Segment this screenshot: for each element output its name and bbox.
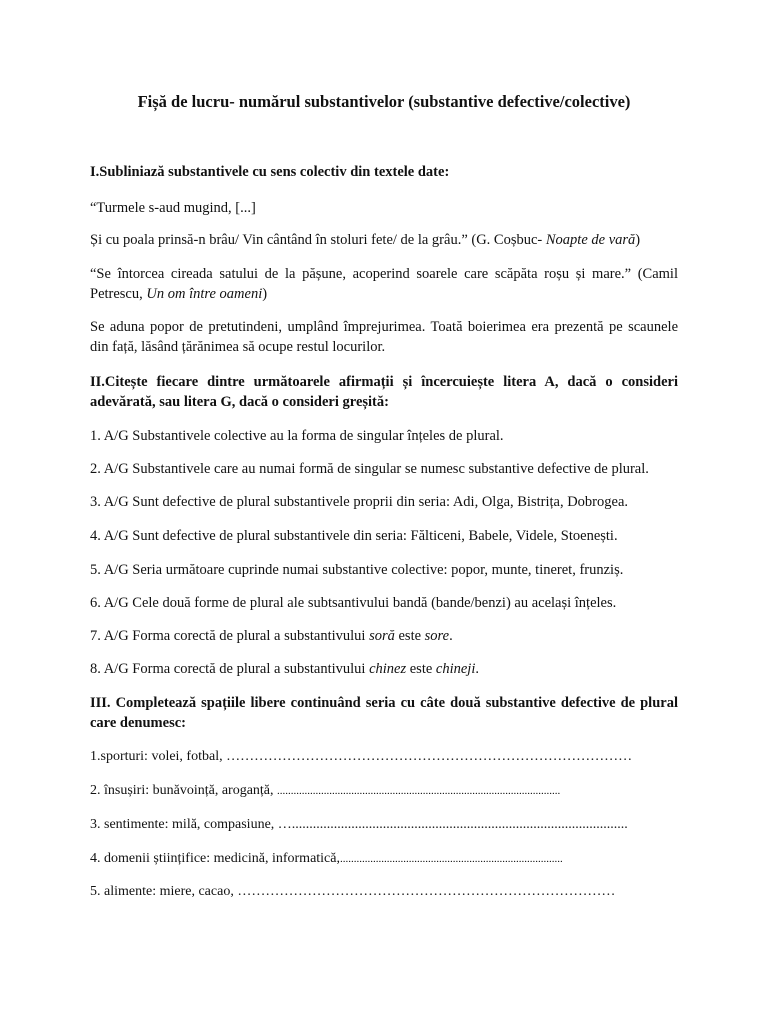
statement-5: 5. A/G Seria următoare cuprinde numai substantive colective: popor, munte, tineret, frunziș. xyxy=(90,562,624,578)
fill-line-1-text: 1.sporturi: volei, fotbal, xyxy=(90,749,227,764)
statement-8-word: chinez xyxy=(369,661,407,677)
text-line-2-main: Și cu poala prinsă-n brâu/ Vin cântând în stoluri fete/ de la grâu.” (G. Coșbuc- xyxy=(90,232,543,248)
statement-1: 1. A/G Substantivele colective au la forma de singular înțeles de plural. xyxy=(90,428,504,444)
text-line-3-main: “Se întorcea cireada satului de la pășune, acoperind soarele care scăpăta roșu și mare.” (Camil Petrescu, xyxy=(90,266,678,302)
statement-4: 4. A/G Sunt defective de plural substantivele din seria: Fălticeni, Babele, Videle, Stoenești. xyxy=(90,528,618,544)
title-bold: Fișă de lucru- numărul xyxy=(137,92,301,111)
statement-8-answer: chineji xyxy=(435,661,476,677)
text-line-3 xyxy=(90,264,678,304)
text-line-2-italic: Noapte de vară xyxy=(545,232,636,248)
fill-line-5-text: 5. alimente: miere, cacao, xyxy=(90,884,238,899)
statement-8-pre: 8. A/G Forma corectă de plural a substantivului xyxy=(90,661,370,677)
fill-line-2-text: 2. însușiri: bunăvoință, aroganță, xyxy=(90,783,278,798)
section-2-heading: II.Citește fiecare dintre următoarele afirmații și încercuiește litera A, dacă o consideri adevărată, sau litera G, dacă o consideri greșită: xyxy=(90,374,678,410)
fill-line-1[interactable] xyxy=(90,747,680,767)
statement-7-mid: este xyxy=(394,628,425,644)
text-line-3-end: ) xyxy=(262,286,268,302)
statement-8 xyxy=(90,659,678,679)
text-line-1: “Turmele s-aud mugind, [...] xyxy=(90,200,256,216)
statement-8-mid: este xyxy=(406,661,436,677)
fill-line-4-text: 4. domenii științifice: medicină, informatică, xyxy=(90,851,340,866)
fill-line-2[interactable] xyxy=(90,781,680,801)
section-1-heading: I.Subliniază substantivele cu sens colectiv din textele date: xyxy=(90,164,450,180)
title-rest: substantivelor (substantive defective/colective) xyxy=(300,92,631,111)
statement-7 xyxy=(90,626,678,646)
statement-3: 3. A/G Sunt defective de plural substantivele proprii din seria: Adi, Olga, Bistrița, Dobrogea. xyxy=(90,494,629,510)
statement-7-word: soră xyxy=(369,628,395,644)
fill-line-1-dots[interactable]: …………………………………………………………………………… xyxy=(226,749,633,764)
fill-line-2-dots[interactable]: ....................................................................................................... xyxy=(277,785,561,797)
statement-7-end: . xyxy=(449,628,453,644)
text-line-2-end: ) xyxy=(635,232,641,248)
statement-7-answer: sore xyxy=(424,628,450,644)
statement-7-pre: 7. A/G Forma corectă de plural a substantivului xyxy=(90,628,370,644)
fill-line-4[interactable] xyxy=(90,849,680,869)
text-line-3-italic: Un om între oameni xyxy=(146,286,263,302)
statement-6: 6. A/G Cele două forme de plural ale subtsantivului bandă (bande/benzi) au același înțeles. xyxy=(90,595,617,611)
fill-line-5-dots[interactable]: ……………………………………………………………………… xyxy=(237,884,616,899)
fill-line-3[interactable] xyxy=(90,815,680,835)
statement-2: 2. A/G Substantivele care au numai formă de singular se numesc substantive defective de plural. xyxy=(90,461,649,477)
section-3-heading: III. Completează spațiile libere continuând seria cu câte două substantive defective de plural care denumesc: xyxy=(90,695,678,731)
page-title xyxy=(0,92,768,112)
text-line-2 xyxy=(90,230,678,250)
fill-line-3-dots[interactable]: …................................................................................................ xyxy=(277,817,628,832)
text-line-4: Se aduna popor de pretutindeni, umplând împrejurimea. Toată boierimea era prezentă pe scaunele din față, lăsând țărănimea să ocupe restul locurilor. xyxy=(90,319,678,355)
fill-line-5[interactable] xyxy=(90,882,680,902)
statement-8-end: . xyxy=(475,661,479,677)
fill-line-4-dots[interactable]: ................................................................................. xyxy=(339,853,563,865)
fill-line-3-text: 3. sentimente: milă, compasiune, xyxy=(90,817,278,832)
